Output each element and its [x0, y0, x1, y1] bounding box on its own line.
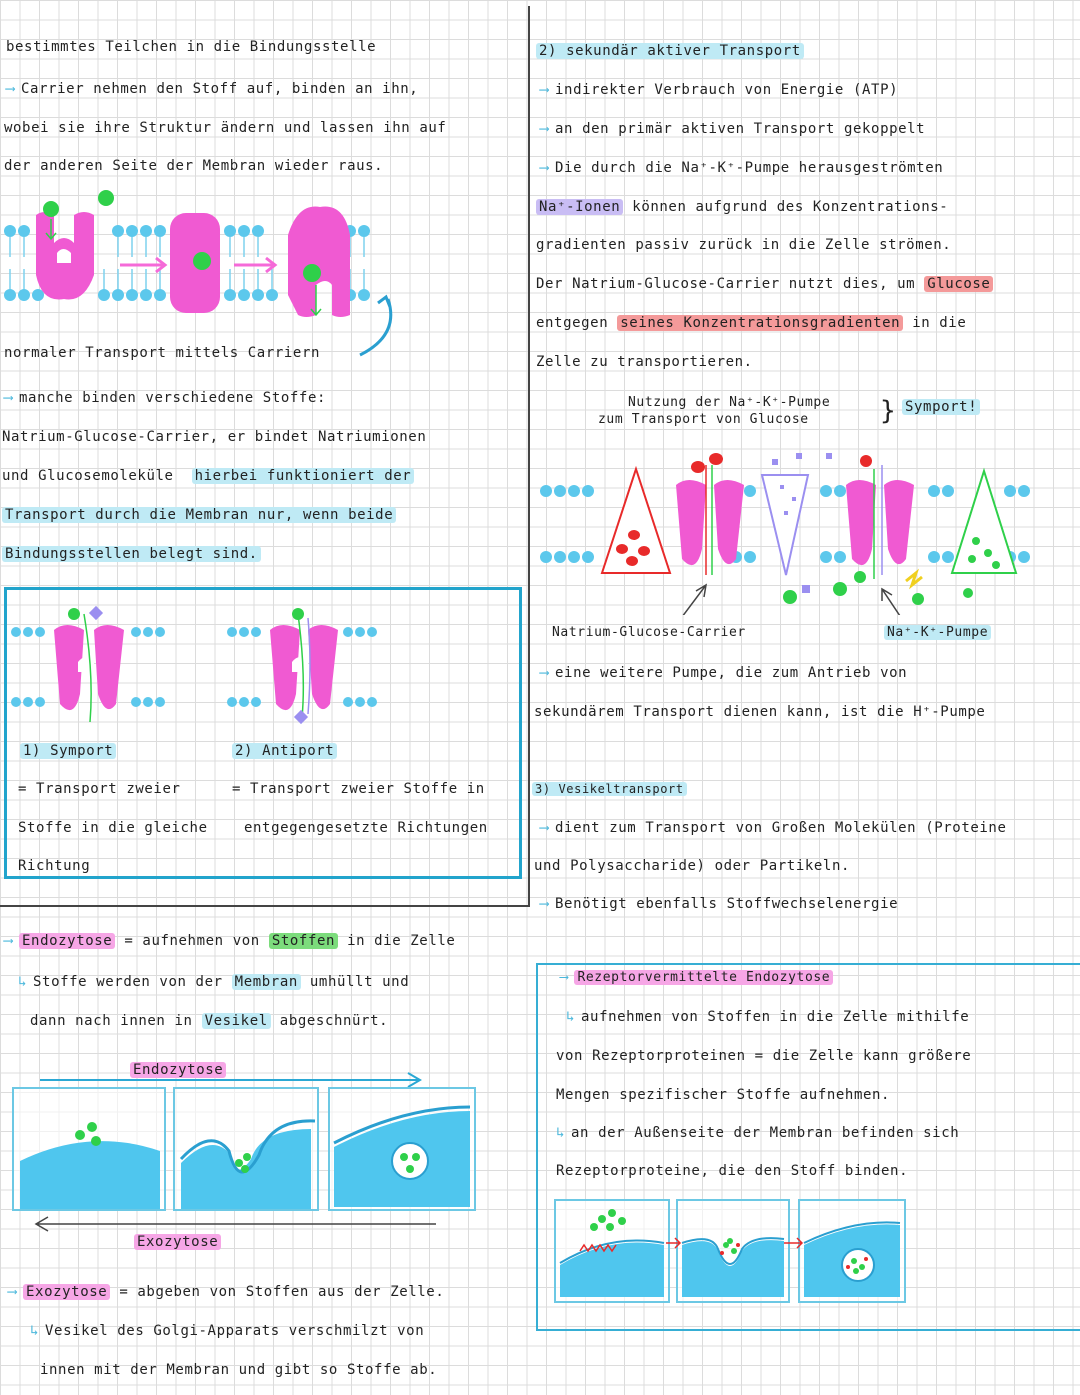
text-line: Na⁺-Ionen können aufgrund des Konzentrations-: [536, 198, 948, 216]
secondary-transport-diagram: [536, 445, 1036, 615]
column-divider: [528, 6, 530, 906]
carrier-protein: [170, 213, 220, 313]
text-line: innen mit der Membran und gibt so Stoffe ab.: [40, 1362, 438, 1378]
text-line: Bindungsstellen belegt sind.: [2, 545, 261, 563]
text-line: Stoffe in die gleiche: [18, 820, 208, 836]
text-line: ⟶ indirekter Verbrauch von Energie (ATP): [540, 82, 899, 98]
text-line: ⟶ manche binden verschiedene Stoffe:: [4, 390, 327, 406]
carrier-protein: [36, 212, 94, 300]
text-line: Rezeptorproteine, die den Stoff binden.: [556, 1163, 909, 1179]
carrier-protein: [288, 207, 350, 317]
receptor-step-3: [798, 1199, 906, 1303]
text-line: ⟶ Die durch die Na⁺-K⁺-Pumpe herausgeströmten: [540, 160, 944, 176]
text-line: ⟶ Benötigt ebenfalls Stoffwechselenergie: [540, 896, 899, 912]
text-line: Natrium-Glucose-Carrier, er bindet Natriumionen: [2, 429, 427, 445]
endo-label: Endozytose: [130, 1061, 226, 1079]
endo-step-3: [328, 1087, 476, 1211]
molecule-dot: [98, 190, 114, 206]
text-line: ⟶ Carrier nehmen den Stoff auf, binden an ihn,: [6, 81, 419, 97]
right-arrow-icon: [120, 258, 165, 272]
text-line: wobei sie ihre Struktur ändern und lassen ihn auf: [4, 120, 447, 136]
text-line: und Glucosemoleküle hierbei funktioniert der: [2, 467, 414, 485]
text-line: Mengen spezifischer Stoffe aufnehmen.: [556, 1087, 891, 1103]
exo-label: Exozytose: [134, 1233, 221, 1251]
right-arrow-icon: [782, 1236, 806, 1250]
na-k-pump: [846, 480, 914, 565]
left-arrow-icon: [30, 1214, 440, 1234]
text-line: ↳ aufnehmen von Stoffen in die Zelle mithilfe: [566, 1009, 970, 1025]
lightning-icon: [906, 573, 922, 585]
triangle-gradient-purple: [762, 475, 808, 575]
text-line: dann nach innen in Vesikel abgeschnürt.: [30, 1013, 389, 1029]
text-line: entgegen seines Konzentrationsgradienten in die: [536, 315, 967, 331]
text-line: ⟶ dient zum Transport von Großen Molekülen (Proteine: [540, 820, 1007, 836]
sodium-glucose-carrier: [676, 480, 744, 565]
text-line: ⟶ eine weitere Pumpe, die zum Antrieb von: [540, 665, 908, 681]
caption: normaler Transport mittels Carriern: [4, 345, 321, 361]
text-line: Der Natrium-Glucose-Carrier nutzt dies, um Glucose: [536, 275, 993, 293]
molecule-dot: [43, 201, 59, 217]
text-line: bestimmtes Teilchen in die Bindungsstelle: [6, 39, 377, 55]
text-line: Zelle zu transportieren.: [536, 354, 753, 370]
text-line: ↳ Vesikel des Golgi-Apparats verschmilzt von: [30, 1323, 425, 1339]
symport-diagram: [8, 602, 178, 727]
section-title: 2) sekundär aktiver Transport: [536, 42, 804, 60]
text-line: = Transport zweier Stoffe in: [232, 781, 485, 797]
text-line: ⟶ Endozytose = aufnehmen von Stoffen in die Zelle: [4, 933, 456, 949]
carrier-transport-diagram: [0, 185, 420, 365]
text-line: entgegengesetzte Richtungen: [244, 820, 488, 836]
text-line: der anderen Seite der Membran wieder raus.: [4, 158, 384, 174]
symport-note: Symport!: [902, 398, 980, 416]
section-title: ⟶ Rezeptorvermittelte Endozytose: [560, 969, 833, 987]
text-line: gradienten passiv zurück in die Zelle strömen.: [536, 237, 952, 253]
curved-arrow-icon: [360, 297, 391, 355]
right-arrow-icon: [664, 1236, 684, 1250]
receptor-step-2: [676, 1199, 790, 1303]
label-carrier: Natrium-Glucose-Carrier: [552, 625, 746, 640]
diagram-note: Nutzung der Na⁺-K⁺-Pumpe: [628, 395, 831, 410]
text-line: Richtung: [18, 858, 91, 874]
endo-step-2: [173, 1087, 319, 1211]
text-line: ↳ Stoffe werden von der Membran umhüllt und: [18, 974, 410, 990]
text-line: und Polysaccharide) oder Partikeln.: [534, 858, 851, 874]
antiport-diagram: [222, 602, 392, 727]
endo-step-1: [12, 1087, 166, 1211]
text-line: ⟶ an den primär aktiven Transport gekoppelt: [540, 121, 926, 137]
section-title: 3) Vesikeltransport: [532, 780, 687, 798]
text-line: von Rezeptorproteinen = die Zelle kann größere: [556, 1048, 972, 1064]
section-divider: [0, 905, 530, 907]
right-arrow-icon: [234, 258, 275, 272]
text-line: sekundärem Transport dienen kann, ist die H⁺-Pumpe: [534, 704, 986, 720]
symport-title: 1) Symport: [20, 742, 116, 760]
text-line: Transport durch die Membran nur, wenn beide: [2, 506, 396, 524]
diagram-note: zum Transport von Glucose: [598, 412, 809, 427]
label-pump: Na⁺-K⁺-Pumpe: [884, 624, 991, 642]
brace: }: [880, 396, 897, 426]
text-line: = Transport zweier: [18, 781, 181, 797]
text-line: ↳ an der Außenseite der Membran befinden sich: [556, 1125, 960, 1141]
receptor-step-1: [554, 1199, 670, 1303]
text-line: ⟶ Exozytose = abgeben von Stoffen aus der Zelle.: [8, 1284, 445, 1300]
antiport-title: 2) Antiport: [232, 742, 337, 760]
